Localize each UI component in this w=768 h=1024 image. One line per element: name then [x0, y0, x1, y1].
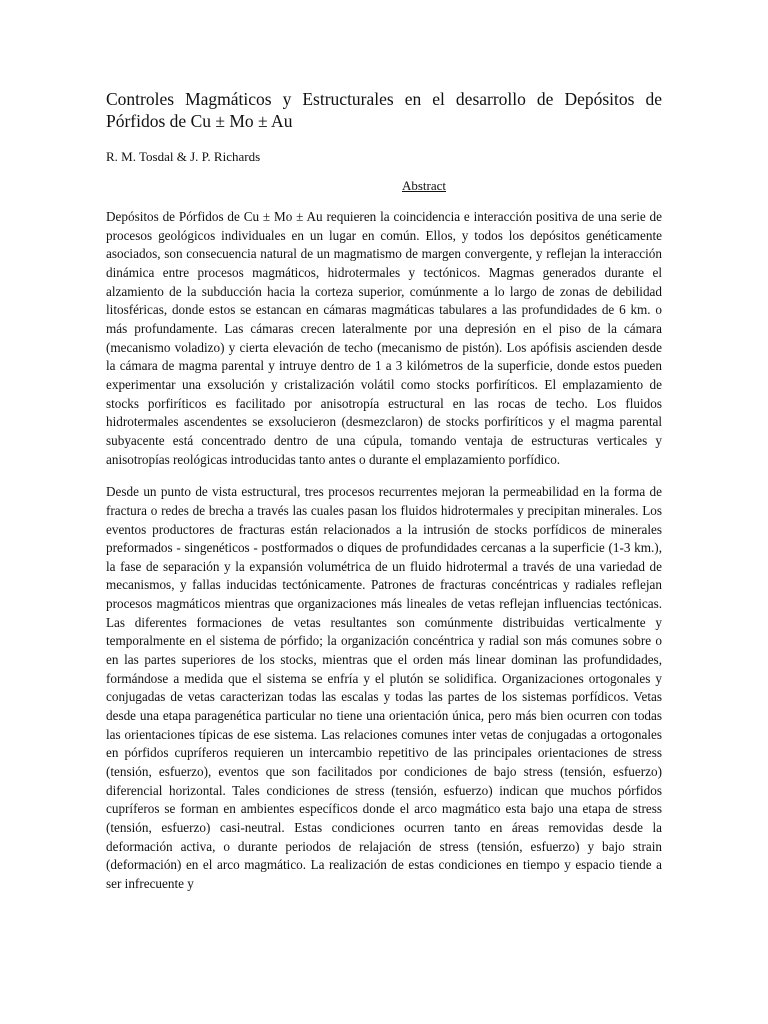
- document-title: Controles Magmáticos y Estructurales en el desarrollo de Depósitos de Pórfidos de Cu ± Mo ± Au: [106, 89, 662, 131]
- author-line: R. M. Tosdal & J. P. Richards: [106, 149, 261, 164]
- abstract-paragraph-2: Desde un punto de vista estructural, tres procesos recurrentes mejoran la permeabilidad en la forma de fractura o redes de brecha a través las cuales pasan los fluidos hidrotermales y precipitan minerales. Los eventos productores de fracturas están relacionados a la intrusión de stocks porfídicos de minerales preformados - singenéticos - postformados o diques de profundidades cercanas a la superficie (1-3 km.), la fase de separación y la expansión volumétrica de un fluido hidrotermal a través de una variedad de mecanismos, y fallas inducidas tectónicamente. Patrones de fracturas concéntricas y radiales reflejan procesos magmáticos mientras que organizaciones más lineales de vetas reflejan influencias tectónicas. Las diferentes formaciones de vetas resultantes son comúnmente distribuidas verticalmente y temporalmente en el sistema de pórfido; la organización concéntrica y radial son más comunes sobre o en las partes superiores de los stocks, mientras que el orden más linear dominan las profundidades, formándose a medida que el sistema se enfría y el plutón se solidifica. Organizaciones ortogonales y conjugadas de vetas caracterizan todas las escalas y todas las partes de los sistemas porfídicos. Vetas desde una etapa paragenética particular no tiene una orientación única, pero más bien ocurren con todas las orientaciones típicas de ese sistema. Las relaciones comunes inter vetas de conjugadas a ortogonales en pórfidos cupríferos requieren un intercambio repetitivo de las principales orientaciones de stress (tensión, esfuerzo), eventos que son facilitados por condiciones de bajo stress (tensión, esfuerzo) diferencial horizontal. Tales condiciones de stress (tensión, esfuerzo) indican que muchos pórfidos cupríferos se forman en ambientes específicos donde el arco magmático esta bajo una etapa de stress (tensión, esfuerzo) casi-neutral. Estas condiciones ocurren tanto en áreas removidas desde la deformación activa, o durante periodos de relajación de stress (tensión, esfuerzo) y bajo strain (deformación) en el arco magmático. La realización de estas condiciones en tiempo y espacio tiende a ser infrecuente y: [106, 484, 662, 891]
- abstract-heading: Abstract: [401, 178, 447, 193]
- abstract-paragraph-1: Depósitos de Pórfidos de Cu ± Mo ± Au requieren la coincidencia e interacción positiva de una serie de procesos geológicos individuales en un lugar en común. Ellos, y todos los depósitos genéticamente asociados, son consecuencia natural de un magmatismo de margen convergente, y reflejan la interacción dinámica entre procesos magmáticos, hidrotermales y tectónicos. Magmas generados durante el alzamiento de la subducción hacia la corteza superior, comúnmente a lo largo de zonas de debilidad litosféricas, donde estos se estancan en cámaras magmáticas tabulares a las profundidades de 6 km. o más profundamente. Las cámaras crecen lateralmente por una depresión en el piso de la cámara (mecanismo voladizo) y cierta elevación de techo (mecanismo de pistón). Los apófisis ascienden desde la cámara de magma parental y intruye dentro de 1 a 3 kilómetros de la superficie, donde estos pueden experimentar una exsolución y cristalización volátil como stocks porfiríticos. El emplazamiento de stocks porfiríticos es facilitado por anisotropía estructural en las rocas de techo. Los fluidos hidrotermales ascendentes se exsolucieron (desmezclaron) de stocks porfiríticos y el magma parental subyacente está concentrado dentro de una cúpula, tomando ventaja de estructuras verticales y anisotropías reológicas introducidas tanto antes o durante el emplazamiento porfídico.: [106, 209, 662, 467]
- document-page: [106, 88, 662, 908]
